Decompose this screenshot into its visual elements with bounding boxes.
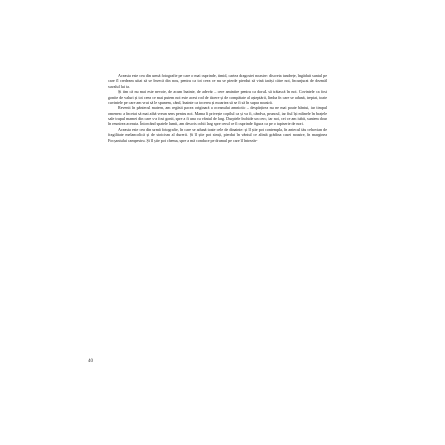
paragraph-2: Și tim că nu mai este nevoie, de acum înainte, de adevăr – cere amintire pentru ca doruL să trăiască în noi. Covintele ca fost gonite de valuri și tot ceea ce mai putem noi este acest rod de tăcere și de compătate al așteptării, limba în care se adună, treptat, toate cuvintele pe care am vrut să le spunem, când, înainte ca tocerea și moartea să se fi să în supra noastră. — [108, 89, 327, 105]
body-text — [108, 73, 327, 143]
page-number: 40 — [88, 359, 93, 364]
paragraph-3: Revenit în pântecul matern, am regăsit pacea originară a oceanului amniotic – despărțirea nu ne mai poate bântui, iar timpul omenesc a încetat să mai aibă vreun sens pentru noi. Mama îi privește copilul ca și va fi, cândva, pruncul, iar fiul își mîinele în brațele sale trupul mamei din care s-a fost gonit, spre a fi una cu vântul de larg. Durpiele închide un cerc, iar noi, cei ce am iubit, suntem doar în reunirea aceasta. Întorcând spatele lumii, am descris ochii larg spre cerul ce îi cuprinde figura ca pe o tapiserie de nori. — [108, 105, 327, 127]
paragraph-1: Aceasta este cea din urmă fotografie pe care o mai cuprinde, timid, cartea dragostei noastre: discreta tandrețe, îngăduit suntul pe care îl credeam uitat să se învecă din nou, pentru ca tot ceea ce nu se pierde pierdut să vină iarăși către noi, încunjurat de dezmăl suvalul lui ta. — [108, 73, 327, 89]
paragraph-4: Aceasta este cea din urmă fotografie, în care se adună toate cele de dinainte: și îl știe pot contempla, în antecul tău cehovian de fragilitate melancolică și de stoicism al durerii. Și îl știe pot simți, pierdut în vântul ce alintă grădina casei noastre, în marginea Focșaniului campestru. Și îl știe pot chema, spre a mă conduce pe drumul pe care îl întrezăr- — [108, 126, 327, 143]
